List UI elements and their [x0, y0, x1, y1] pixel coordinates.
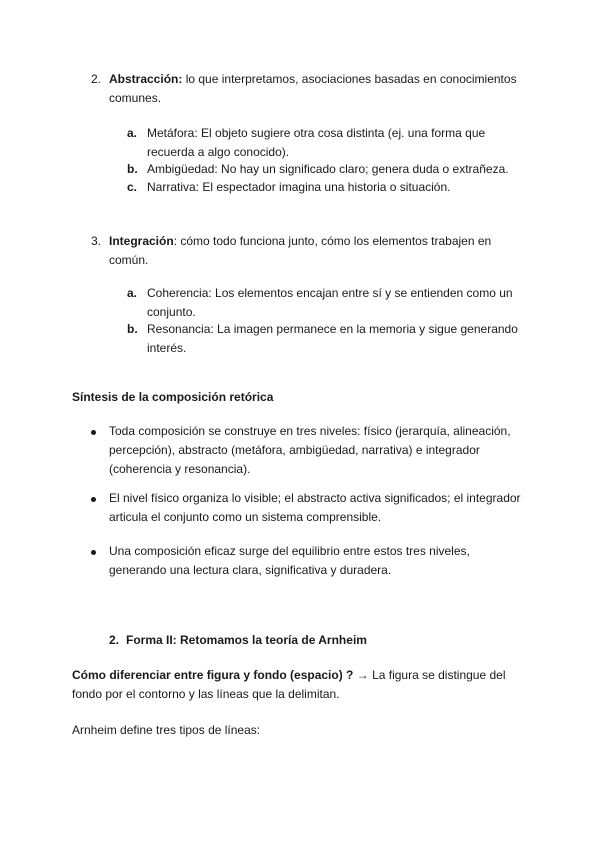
- item-title: Abstracción:: [109, 72, 183, 86]
- list-number: 2.: [91, 72, 102, 86]
- bullet-item: El nivel físico organiza lo visible; el abstracto activa significados; el integrador articula el conjunto como un sistema comprensible.: [109, 491, 521, 524]
- section-heading-sintesis: Síntesis de la composición retórica: [72, 390, 274, 404]
- item-title: Integración: [109, 234, 174, 248]
- bullet-icon: [91, 430, 96, 435]
- sub-item-narrativa: Narrativa: El espectador imagina una historia o situación.: [147, 180, 451, 194]
- sub-item-resonancia: Resonancia: La imagen permanece en la memoria y sigue generando interés.: [147, 322, 518, 355]
- sub-marker: a.: [127, 126, 138, 140]
- sub-marker: a.: [127, 286, 138, 300]
- section-heading-forma: Forma II: Retomamos la teoría de Arnheim: [126, 633, 367, 647]
- list-number: 3.: [91, 234, 102, 248]
- sub-marker: b.: [127, 162, 138, 176]
- bullet-item: Una composición eficaz surge del equilibrio entre estos tres niveles, generando una lectura clara, significativa y duradera.: [109, 544, 470, 577]
- sub-item-coherencia: Coherencia: Los elementos encajan entre sí y se entienden como un conjunto.: [147, 286, 513, 319]
- paragraph-figura-fondo: [72, 666, 522, 704]
- sub-marker: b.: [127, 322, 138, 336]
- sub-item-metafora: Metáfora: El objeto sugiere otra cosa distinta (ej. una forma que recuerda a algo conocido).: [147, 126, 486, 159]
- bullet-item: Toda composición se construye en tres niveles: físico (jerarquía, alineación, percepción), abstracto (metáfora, ambigüedad, narrativa) e integrador (coherencia y resonancia).: [109, 424, 511, 476]
- bullet-icon: [91, 550, 96, 555]
- list-item-abstraccion: [109, 70, 539, 108]
- answer-text: La figura se distingue del fondo por el contorno y las líneas que la delimitan.: [72, 668, 506, 701]
- heading-number: 2.: [109, 633, 120, 647]
- item-text: : cómo todo funciona junto, cómo los elementos trabajen en común.: [109, 234, 492, 267]
- sub-item-ambiguedad: Ambigüedad: No hay un significado claro; genera duda o extrañeza.: [147, 162, 509, 176]
- bullet-icon: [91, 497, 96, 502]
- list-item-integracion: [109, 232, 519, 270]
- paragraph-arnheim: Arnheim define tres tipos de líneas:: [72, 723, 261, 737]
- sub-marker: c.: [127, 180, 138, 194]
- item-text: lo que interpretamos, asociaciones basadas en conocimientos comunes.: [109, 72, 517, 105]
- question-text: Cómo diferenciar entre figura y fondo (espacio) ?: [72, 668, 354, 682]
- arrow-icon: →: [356, 668, 369, 682]
